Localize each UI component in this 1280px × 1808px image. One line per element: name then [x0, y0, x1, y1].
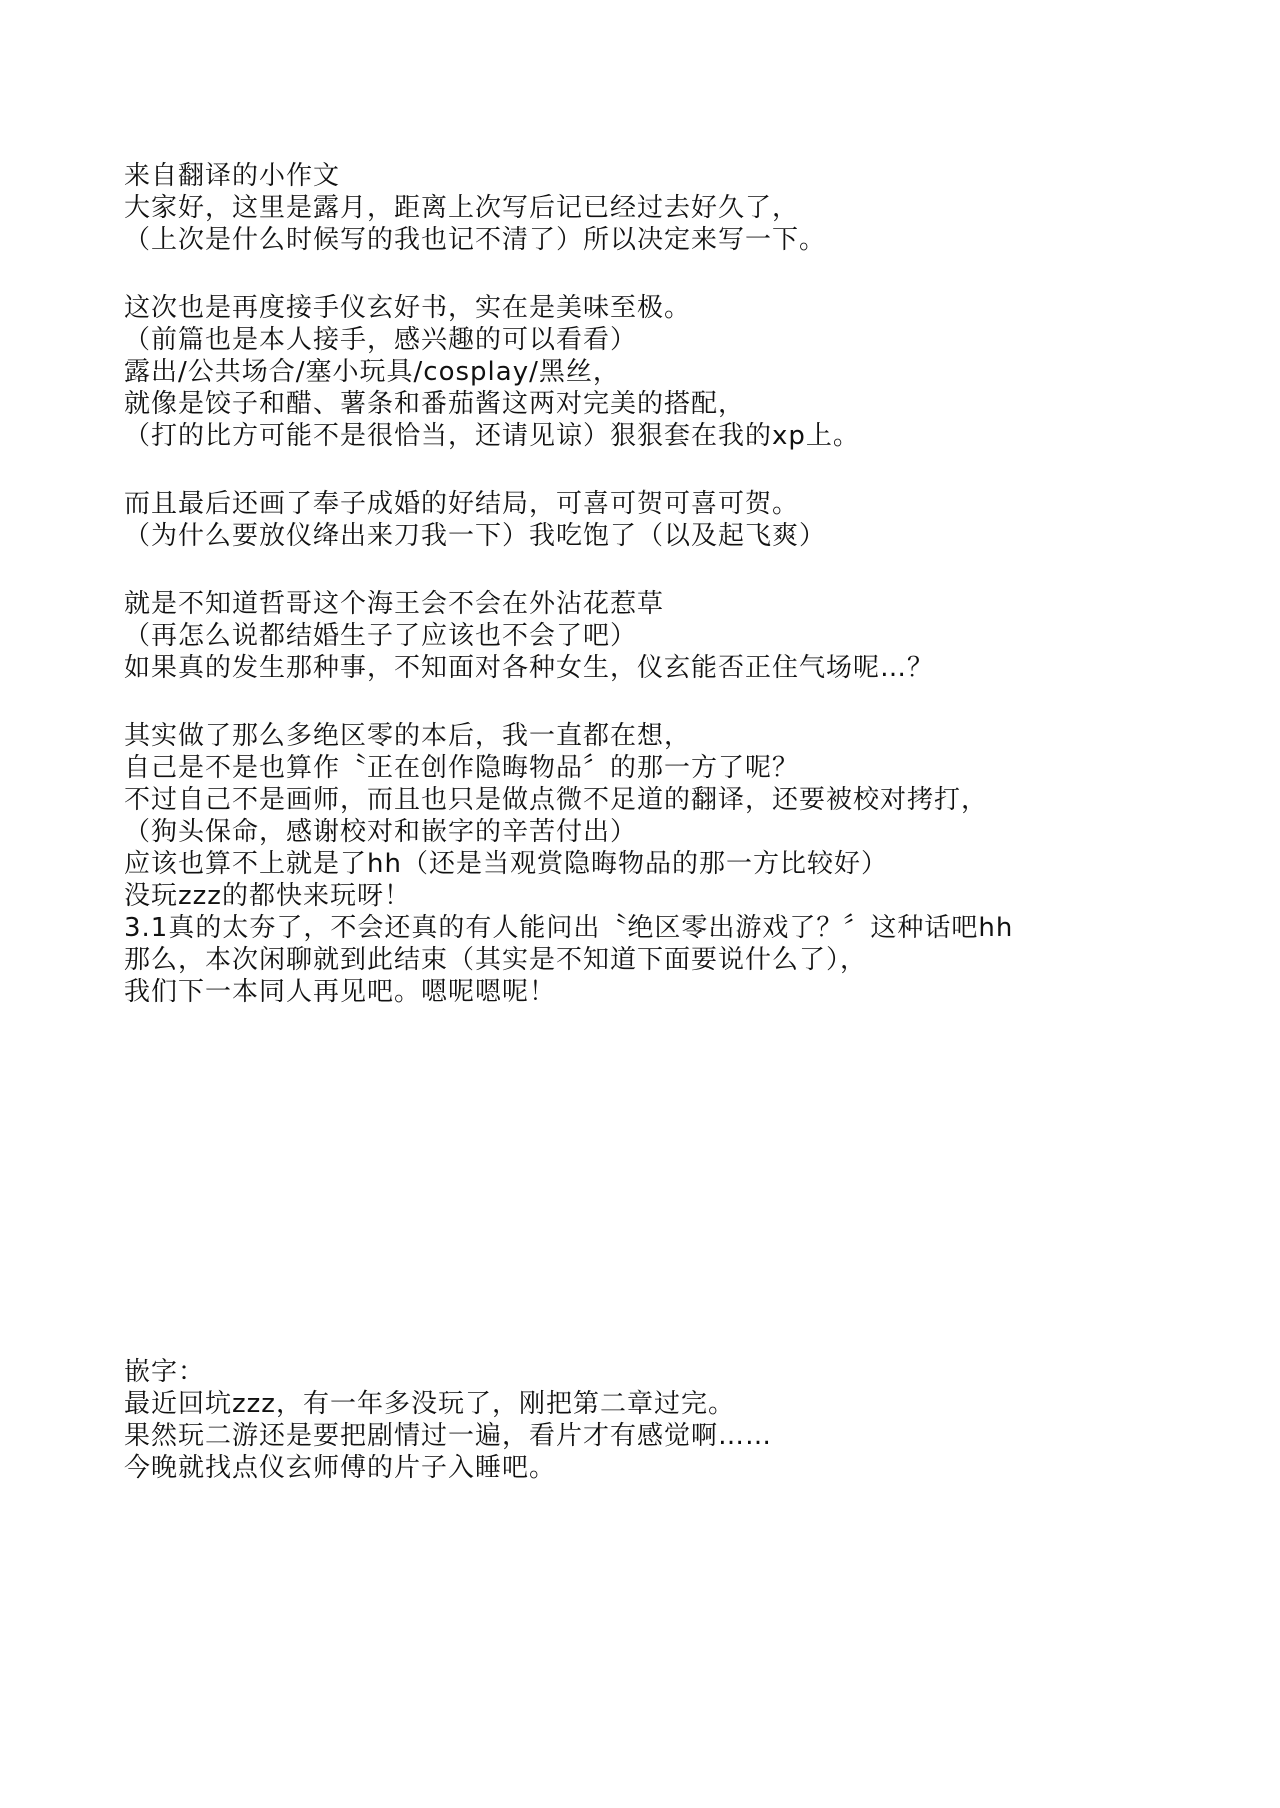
text-line: 今晚就找点仪玄师傅的片子入睡吧。: [124, 1453, 557, 1483]
text-line: 露出/公共场合/塞小玩具/cosplay/黑丝，: [124, 357, 620, 387]
text-line: 就像是饺子和醋、薯条和番茄酱这两对完美的搭配，: [124, 389, 746, 419]
paragraph-gap: [124, 256, 1184, 292]
afterword-title: 来自翻译的小作文: [124, 161, 341, 191]
text-line: 3.1真的太夯了，不会还真的有人能问出〝绝区零出游戏了？〞这种话吧hh: [124, 913, 1014, 943]
text-line: 不过自己不是画师，而且也只是做点微不足道的翻译，还要被校对拷打，: [124, 785, 989, 815]
text-line: （为什么要放仪绛出来刀我一下）我吃饱了（以及起飞爽）: [124, 521, 827, 551]
paragraph-gap: [124, 552, 1184, 588]
text-line: 自己是不是也算作〝正在创作隐晦物品〞的那一方了呢？: [124, 753, 800, 783]
credits-title: 嵌字：: [124, 1357, 206, 1387]
text-line: 其实做了那么多绝区零的本后，我一直都在想，: [124, 721, 692, 751]
text-line: 应该也算不上就是了hh（还是当观赏隐晦物品的那一方比较好）: [124, 849, 888, 879]
text-line: 如果真的发生那种事，不知面对各种女生，仪玄能否正住气场呢…？: [124, 653, 935, 683]
text-line: 这次也是再度接手仪玄好书，实在是美味至极。: [124, 293, 692, 323]
typesetter-note: [124, 1356, 1184, 1484]
text-line: 那么，本次闲聊就到此结束（其实是不知道下面要说什么了），: [124, 945, 868, 975]
text-line: 而且最后还画了奉子成婚的好结局，可喜可贺可喜可贺。: [124, 489, 800, 519]
text-line: 大家好，这里是露月，距离上次写后记已经过去好久了，: [124, 193, 800, 223]
text-line: （打的比方可能不是很恰当，还请见谅）狠狠套在我的xp上。: [124, 421, 860, 451]
text-line: 我们下一本同人再见吧。嗯呢嗯呢！: [124, 977, 557, 1007]
text-line: 最近回坑zzz，有一年多没玩了，刚把第二章过完。: [124, 1389, 735, 1419]
text-line: 没玩zzz的都快来玩呀！: [124, 881, 411, 911]
text-line: 果然玩二游还是要把剧情过一遍，看片才有感觉啊……: [124, 1421, 773, 1451]
text-line: （前篇也是本人接手，感兴趣的可以看看）: [124, 325, 638, 355]
paragraph-gap: [124, 452, 1184, 488]
text-line: （再怎么说都结婚生子了应该也不会了吧）: [124, 621, 638, 651]
paragraph-gap: [124, 684, 1184, 720]
text-line: （上次是什么时候写的我也记不清了）所以决定来写一下。: [124, 225, 827, 255]
translator-afterword: [124, 160, 1184, 1008]
text-line: （狗头保命，感谢校对和嵌字的辛苦付出）: [124, 817, 638, 847]
text-line: 就是不知道哲哥这个海王会不会在外沾花惹草: [124, 589, 665, 619]
